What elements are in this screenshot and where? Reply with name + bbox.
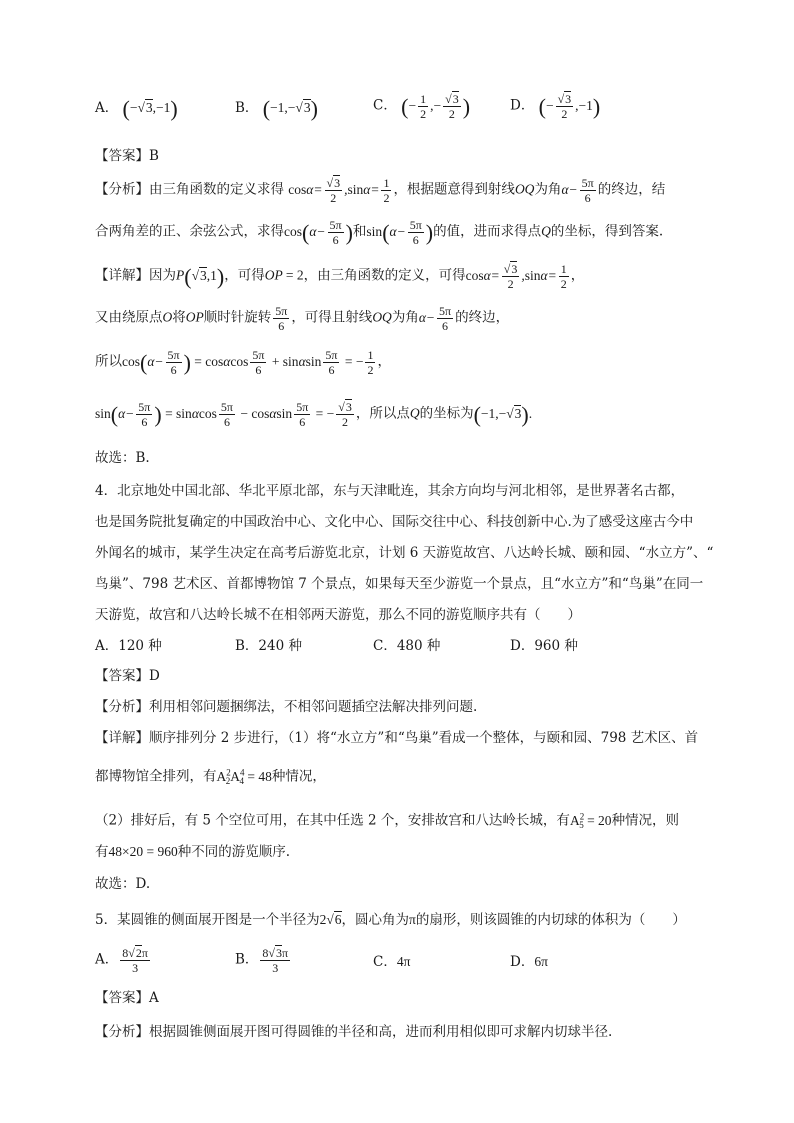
math-expression: (− $\frac{1}{2}$ ,− $\frac{√3}{2}$ ) [401, 92, 471, 121]
math-expression: P(√3,1) [176, 263, 225, 289]
q4-detail-line-2 [95, 762, 326, 791]
q3-detail-line-4 [95, 400, 532, 429]
math-expression: $A^2_2A^4_4 = 48$ [216, 767, 272, 787]
q3-analysis-line-1 [95, 176, 665, 205]
text: 顺序排列分 2 步进行，（1）将“水立方”和“鸟巢”看成一个整体，与颐和园、798 艺术区、首 [149, 730, 699, 746]
text: 利用相邻问题捆绑法，不相邻问题插空法解决排列问题. [149, 699, 478, 715]
detail-tag: 【详解】 [95, 730, 149, 746]
q5-option-c [373, 952, 410, 972]
q4-stem-line-1: 4．北京地处中国北部、华北平原北部，东与天津毗连，其余方向均与河北相邻，是世界著名古都， [95, 483, 685, 499]
text: 5．某圆锥的侧面展开图是一个半径为 [95, 912, 320, 928]
text: 为角 [391, 309, 419, 326]
q5-answer [95, 988, 159, 1008]
q4-option-d: D．960 种 [510, 638, 578, 654]
text: ，圆心角为 [341, 912, 410, 928]
q5-option-b [235, 946, 292, 975]
option-label: B． [235, 951, 259, 968]
text: 的坐标为 [419, 405, 474, 422]
option-label: A． [95, 100, 119, 116]
q3-conclusion: 故选：B. [95, 450, 150, 466]
text: 的坐标，得到答案. [550, 223, 664, 240]
math-expression: cos(α− $\frac{5\pi}{6}$ ) [284, 218, 353, 247]
text: 为角 [534, 181, 562, 198]
math-expression: cos(α− $\frac{5\pi}{6}$ ) = cosαcos $\frac{5\pi}{6}$ + sinαsin $\frac{5\pi}{6}$ = − $\frac{1}{2}$ [122, 348, 374, 377]
math-expression: (−√3,−1) [122, 95, 178, 121]
text: 种情况，则 [611, 812, 680, 829]
q3-analysis-line-2 [95, 218, 663, 247]
text: 的扇形，则该圆锥的内切球的体积为（ ） [415, 912, 686, 928]
text: ，可得 [224, 267, 265, 284]
text: 由三角函数的定义求得 [149, 181, 284, 198]
q3-answer [95, 146, 159, 166]
q4-conclusion: 故选：D. [95, 876, 151, 892]
q5-stem [95, 910, 686, 930]
q3-detail-line-3: 所以cos(α− $\frac{5\pi}{6}$ ) = cosαcos $\frac{5\pi}{6}$ + sinαsin $\frac{5\pi}{6}$ = − $\frac{1}{2}$ ， [95, 348, 391, 377]
answer-value: B [149, 148, 159, 164]
math-expression: α− $\frac{5\pi}{6}$ [561, 176, 594, 205]
option-label: B． [235, 100, 259, 116]
math-expression: OP = 2 [264, 267, 304, 283]
math-expression: sin(α− $\frac{5\pi}{6}$ ) = sinαcos $\frac{5\pi}{6}$ − cosαsin $\frac{5\pi}{6}$ = − $\frac{√3}{2}$ [95, 400, 352, 429]
text: （2）排好后，有 5 个空位可用，在其中任选 2 个，安排故宫和八达岭长城，有 [95, 812, 570, 829]
math-expression: O [162, 309, 173, 325]
option-label: A． [95, 951, 119, 968]
math-expression: cosα= $\frac{√3}{2}$ ,sinα= $\frac{1}{2}$ [288, 176, 390, 205]
analysis-tag: 【分析】 [95, 1024, 149, 1040]
option-label: C． [373, 97, 397, 114]
math-expression: $\frac{8√2\pi}{3}$ [122, 946, 148, 975]
analysis-tag: 【分析】 [95, 699, 149, 715]
option-label: C． [373, 954, 397, 970]
answer-tag: 【答案】 [95, 990, 149, 1006]
math-expression: OQ [514, 181, 535, 197]
math-expression: 4π [396, 954, 411, 969]
q4-detail-line-4 [95, 842, 290, 862]
math-expression: Q [409, 405, 420, 421]
option-label: D． [510, 97, 535, 114]
text: 和 [352, 223, 367, 240]
math-expression: sin(α− $\frac{5\pi}{6}$ ) [366, 218, 434, 247]
q4-option-a: A．120 种 [95, 638, 162, 654]
math-expression: $\frac{5\pi}{6}$ [275, 304, 288, 333]
math-expression: cosα= $\frac{√3}{2}$ ,sinα= $\frac{1}{2}$ [465, 262, 567, 291]
text: 又由绕原点 [95, 309, 163, 326]
q4-stem-line-3: 外闻名的城市，某学生决定在高考后游览北京，计划 6 天游览故宫、八达岭长城、颐和园、“水立方”、“ [95, 545, 714, 561]
math-expression: (− $\frac{√3}{2}$ ,−1) [538, 92, 601, 121]
text: ，可得且射线 [291, 309, 373, 326]
q3-option-d [510, 92, 600, 121]
math-expression: OQ [372, 309, 392, 325]
text: 的终边，结 [597, 181, 666, 198]
q5-option-a [95, 946, 152, 975]
math-expression: OP [185, 309, 204, 325]
answer-value: A [149, 990, 159, 1006]
option-label: D． [510, 954, 535, 970]
math-expression: π [409, 912, 416, 927]
math-expression: α− $\frac{5\pi}{6}$ [418, 304, 452, 333]
text: 合两角差的正、余弦公式，求得 [95, 223, 284, 240]
q4-option-b: B．240 种 [235, 638, 302, 654]
math-expression: 6π [534, 954, 548, 969]
text: 有 [95, 844, 109, 860]
q3-detail-line-2 [95, 304, 509, 333]
q4-option-c: C．480 种 [373, 638, 441, 654]
math-expression: (−1,−√3). [473, 401, 533, 427]
text: ，所以点 [355, 405, 410, 422]
q4-stem-line-2: 也是国务院批复确定的中国政治中心、文化中心、国际交往中心、科技创新中心.为了感受这座古今中 [95, 514, 694, 530]
text: ，根据题意得到射线 [393, 181, 515, 198]
analysis-tag: 【分析】 [95, 181, 149, 198]
q3-option-c [373, 92, 470, 121]
text: ，由三角函数的定义，可得 [303, 267, 466, 284]
text: 的值，进而求得点 [433, 223, 542, 240]
q4-stem-line-5: 天游览，故宫和八达岭长城不在相邻两天游览，那么不同的游览顺序共有（ ） [95, 607, 581, 623]
text: 因为 [149, 267, 176, 284]
text: 都博物馆全排列，有 [95, 768, 217, 785]
math-expression: $\frac{8√3\pi}{3}$ [262, 946, 289, 975]
q4-detail-line-1 [95, 728, 698, 748]
q3-option-a [95, 95, 178, 121]
q5-option-d [510, 952, 548, 972]
q4-answer [95, 666, 160, 686]
text: 种情况， [271, 768, 326, 785]
q4-detail-line-3 [95, 806, 679, 835]
text: 的终边， [455, 309, 510, 326]
math-expression: Q [541, 223, 551, 239]
text: 种不同的游览顺序. [177, 844, 291, 860]
q3-detail-line-1: 【详解】因为P(√3,1)，可得OP = 2，由三角函数的定义，可得cosα= $\frac{√3}{2}$ ,sinα= $\frac{1}{2}$ ， [95, 262, 585, 291]
math-expression: $A^2_5 = 20$ [569, 811, 612, 831]
answer-tag: 【答案】 [95, 148, 149, 164]
q4-analysis [95, 697, 477, 717]
math-expression: (−1,−√3) [262, 95, 318, 121]
text: 将 [172, 309, 186, 326]
answer-value: D [149, 668, 160, 684]
math-expression: 48×20 = 960 [108, 844, 178, 859]
detail-tag: 【详解】 [95, 267, 149, 284]
q3-option-b [235, 95, 318, 121]
answer-tag: 【答案】 [95, 668, 149, 684]
text: 顺时针旋转 [203, 309, 272, 326]
text: 根据圆锥侧面展开图可得圆锥的半径和高，进而利用相似即可求解内切球半径. [149, 1024, 613, 1040]
q4-stem-line-4: 鸟巢”、798 艺术区、首都博物馆 7 个景点，如果每天至少游览一个景点，且“水立方”和“鸟巢”在同一 [95, 576, 704, 592]
math-expression: 2√6 [319, 912, 342, 927]
q5-analysis [95, 1022, 612, 1042]
text: 所以 [95, 353, 122, 370]
